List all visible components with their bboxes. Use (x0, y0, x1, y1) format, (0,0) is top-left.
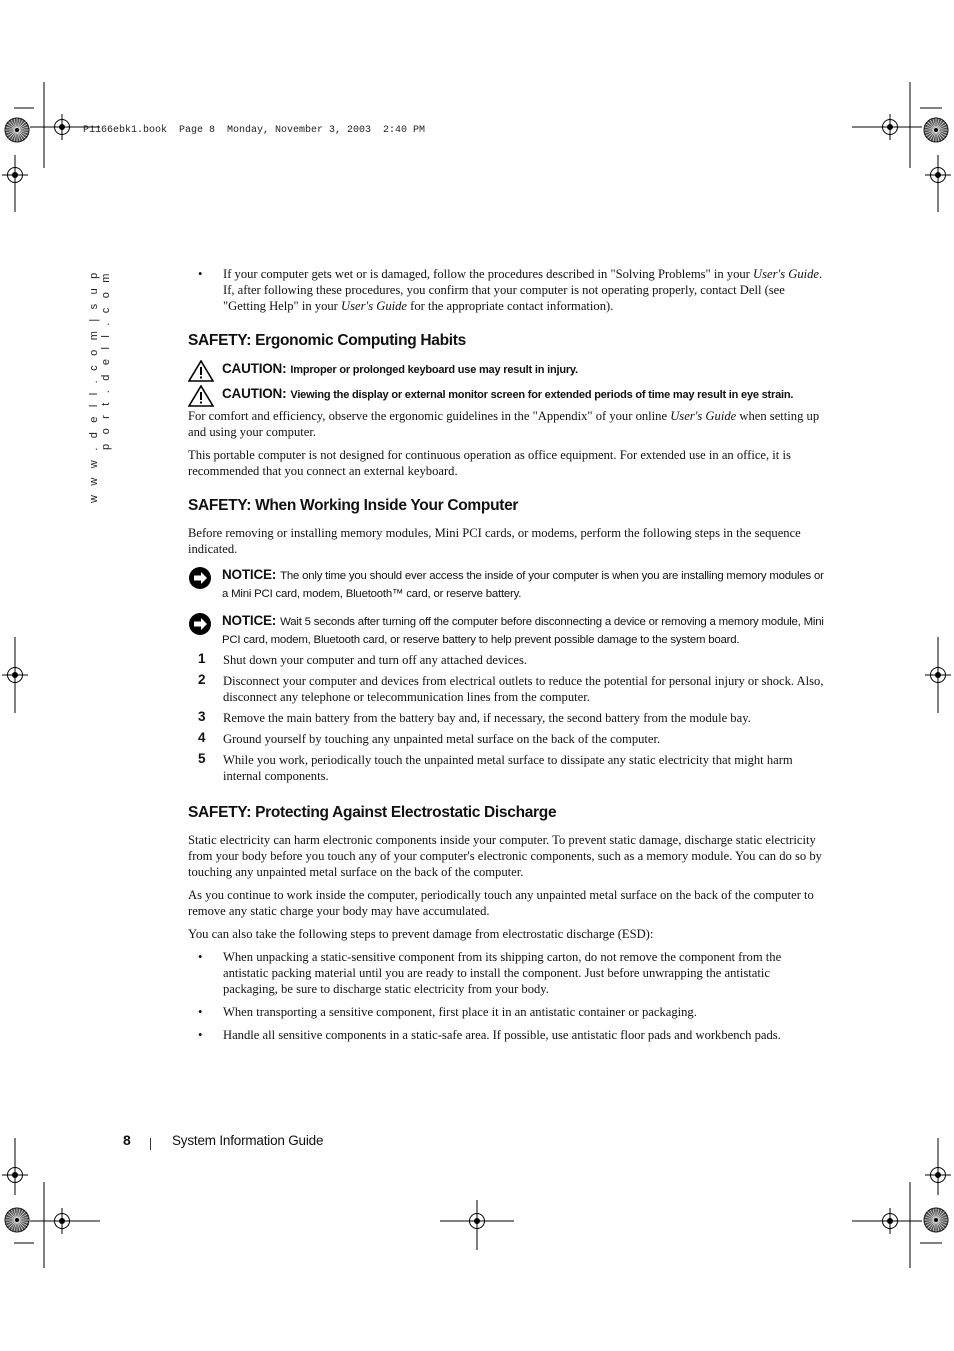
step-item (188, 710, 824, 726)
caution-eye-strain (188, 385, 824, 403)
step-number: 1 (198, 651, 206, 666)
footer-divider (150, 1138, 151, 1150)
notice-label: NOTICE: (222, 613, 277, 628)
step-text: Disconnect your computer and devices from electrical outlets to reduce the potential for personal injury or shock. Also, disconnect any telephone or telecommunication lines from the computer. (223, 674, 824, 704)
esd-bullet-text: Handle all sensitive components in a static-safe area. If possible, use antistatic floor pads and workbench pads. (223, 1028, 781, 1042)
intro-em-1: User's Guide (753, 267, 820, 281)
step-item (188, 652, 824, 668)
page-number: 8 (123, 1132, 131, 1148)
registration-starburst (5, 1208, 29, 1232)
ergo-p1-text-2: when setting up and using your computer. (188, 409, 820, 439)
bullet-dot: • (198, 267, 203, 281)
ergo-p1-text-1: For comfort and efficiency, observe the ergonomic guidelines in the "Appendix" of your online (188, 409, 671, 423)
notice-wait (188, 612, 824, 648)
esd-paragraph-3: You can also take the following steps to prevent damage from electrostatic discharge (ESD): (188, 927, 654, 941)
notice-icon (188, 612, 212, 636)
section-title-esd: SAFETY: Protecting Against Electrostatic Discharge (188, 804, 557, 821)
notice-text: Wait 5 seconds after turning off the computer before disconnecting a device or removing a memory module, Mini PCI card, modem, Bluetooth card, or reserve battery to help prevent possible damage to the system board. (222, 616, 824, 646)
esd-bullet-text: When unpacking a static-sensitive component from its shipping carton, do not remove the component from the antistatic packing material until you are ready to install the component. Just before unwrapping the antistatic packaging, be sure to discharge static electricity from your body. (223, 950, 782, 996)
section-title-ergonomic: SAFETY: Ergonomic Computing Habits (188, 332, 466, 349)
caution-keyboard (188, 360, 824, 378)
intro-em-2: User's Guide (341, 299, 408, 313)
esd-paragraph-1: Static electricity can harm electronic components inside your computer. To prevent static damage, discharge static electricity from your body before you touch any of your computer's electronic components, such as a memory module. You can do so by touching any unpainted metal surface on the back of the computer. (188, 833, 822, 879)
caution-icon (188, 385, 214, 407)
esd-bullet (188, 1004, 824, 1020)
registration-starburst (924, 118, 948, 142)
notice-access (188, 566, 824, 602)
step-text: Ground yourself by touching any unpainted metal surface on the back of the computer. (223, 732, 661, 746)
bullet-dot: • (198, 1028, 203, 1042)
step-text: Shut down your computer and turn off any attached devices. (223, 653, 528, 667)
caution-text: Improper or prolonged keyboard use may result in injury. (290, 364, 578, 376)
page-content (188, 266, 824, 1050)
side-url: w w w . d e l l . c o m | s u p p o r t . d e l l . c o m (88, 270, 112, 504)
bullet-dot: • (198, 950, 203, 964)
intro-bullet (188, 266, 824, 314)
intro-text-2: . If, after following these procedures, you confirm that your computer is not operating properly, contact Dell (see "Getting Help" in your (223, 267, 823, 313)
ergo-p1-em: User's Guide (670, 409, 737, 423)
section-title-inside: SAFETY: When Working Inside Your Computer (188, 497, 519, 514)
notice-label: NOTICE: (222, 567, 277, 582)
step-text: While you work, periodically touch the unpainted metal surface to dissipate any static electricity that might harm internal components. (223, 753, 793, 783)
slug-line: P1166ebk1.book Page 8 Monday, November 3, 2003 2:40 PM (83, 125, 426, 136)
bullet-dot: • (198, 1005, 203, 1019)
esd-bullet (188, 1027, 824, 1043)
caution-label: CAUTION: (222, 386, 287, 401)
inside-intro: Before removing or installing memory modules, Mini PCI cards, or modems, perform the following steps in the sequence indicated. (188, 526, 801, 556)
step-number: 2 (198, 672, 206, 687)
esd-paragraph-2: As you continue to work inside the computer, periodically touch any unpainted metal surface on the back of the computer to remove any static charge your body may have accumulated. (188, 888, 814, 918)
caution-icon (188, 360, 214, 382)
esd-bullet-text: When transporting a sensitive component, first place it in an antistatic container or packaging. (223, 1005, 697, 1019)
step-number: 3 (198, 709, 206, 724)
esd-bullet (188, 949, 824, 997)
notice-icon (188, 566, 212, 590)
intro-text-1: If your computer gets wet or is damaged, follow the procedures described in "Solving Problems" in your (223, 267, 754, 281)
step-number: 4 (198, 730, 206, 745)
steps-list (188, 652, 824, 784)
step-number: 5 (198, 751, 206, 766)
footer-doc-title: System Information Guide (172, 1133, 324, 1148)
step-item (188, 673, 824, 705)
intro-text-3: for the appropriate contact information). (407, 299, 614, 313)
caution-label: CAUTION: (222, 361, 287, 376)
registration-starburst (5, 118, 29, 142)
notice-text: The only time you should ever access the inside of your computer is when you are installing memory modules or a Mini PCI card, modem, Bluetooth™ card, or reserve battery. (222, 570, 824, 600)
ergonomic-paragraph-1 (188, 408, 824, 440)
step-item (188, 752, 824, 784)
caution-text: Viewing the display or external monitor screen for extended periods of time may result in eye strain. (290, 389, 794, 401)
step-item (188, 731, 824, 747)
registration-starburst (924, 1208, 948, 1232)
ergonomic-paragraph-2: This portable computer is not designed for continuous operation as office equipment. For extended use in an office, it is recommended that you connect an external keyboard. (188, 448, 791, 478)
step-text: Remove the main battery from the battery bay and, if necessary, the second battery from the module bay. (223, 711, 751, 725)
